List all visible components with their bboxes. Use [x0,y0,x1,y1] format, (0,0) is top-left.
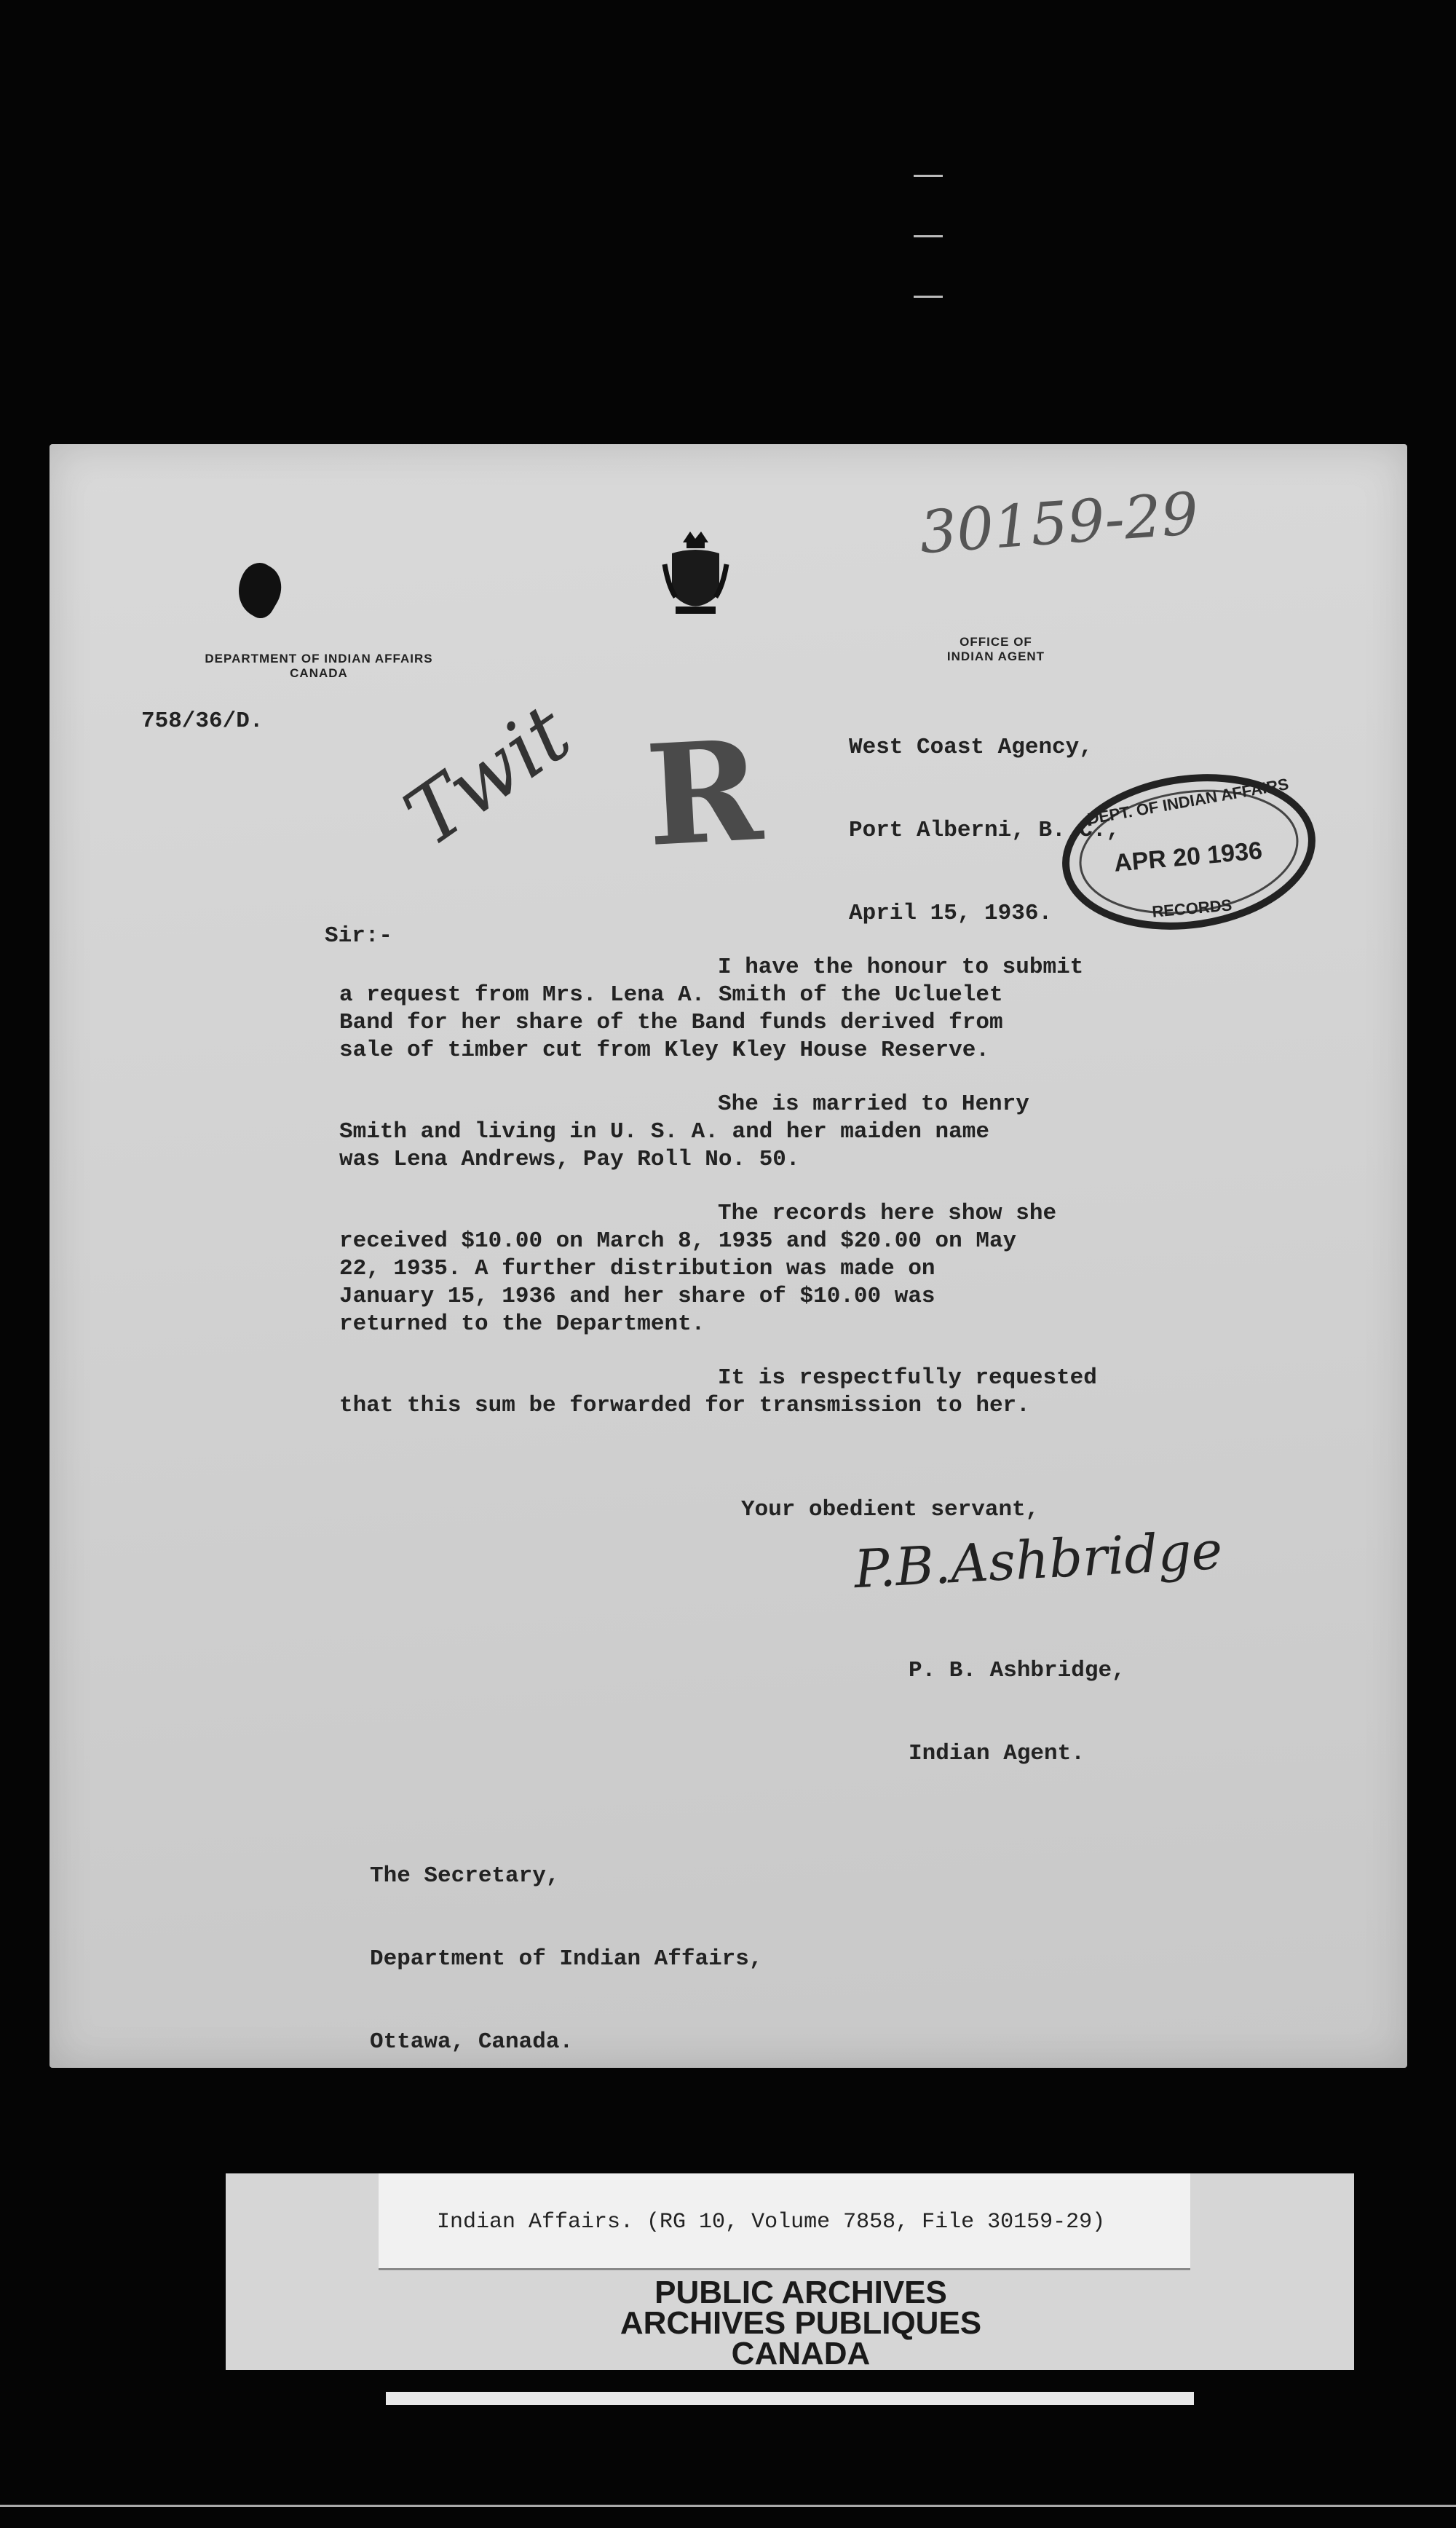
royal-crest-icon [661,528,730,619]
closing: Your obedient servant, [741,1497,1040,1522]
archive-reference: Indian Affairs. (RG 10, Volume 7858, File 30159-29) [437,2210,1106,2235]
signer-title: Indian Agent. [909,1741,1085,1766]
label-bottom-strip [386,2392,1194,2405]
archive-line-3: CANADA [731,2336,871,2371]
film-margin-ticks [914,175,943,356]
archive-line-2: ARCHIVES PUBLIQUES [620,2305,982,2341]
office-heading [909,635,1083,664]
salutation: Sir:- [325,923,393,949]
recipient-block [370,1807,763,2068]
recipient-line-1: The Secretary, [370,1863,560,1889]
recipient-line-3: Ottawa, Canada. [370,2029,574,2055]
address-line-1: West Coast Agency, [849,735,1093,760]
paragraph-3: The records here show she received $10.00 on March 8, 1935 and $20.00 on May 22, 1935. A further distribution was made on January 15, 1936 and her share of $10.00 was returned to the Department. [339,1201,1057,1337]
office-line-2: INDIAN AGENT [946,649,1045,663]
signature: P.B.Ashbridge [852,1519,1224,1600]
handwritten-file-number: 30159-29 [917,479,1201,567]
film-edge-line [0,2505,1456,2507]
signer-name: P. B. Ashbridge, [909,1658,1125,1683]
recipient-line-2: Department of Indian Affairs, [370,1946,763,1972]
letter-page [50,444,1407,2068]
stamp-date: APR 20 1936 [1112,837,1264,877]
office-line-1: OFFICE OF [960,635,1032,649]
reference-number: 758/36/D. [141,708,264,734]
dept-heading [130,652,508,681]
paragraph-2: She is married to Henry Smith and living in U. S. A. and her maiden name was Lena Andrews, Pay Roll No. 50. [339,1091,1029,1172]
stamp-top-text: DEPT. OF INDIAN AFFAIRS [1085,774,1290,829]
handwritten-scribble: Twit [388,686,587,865]
signer-block [909,1602,1125,1823]
received-date-stamp [1058,765,1320,939]
letter-date: April 15, 1936. [849,901,1053,926]
dept-name: DEPARTMENT OF INDIAN AFFAIRS [205,652,433,665]
archive-line-1: PUBLIC ARCHIVES [654,2275,947,2310]
registry-stamp-letter: R [642,709,766,877]
archive-name [510,2275,1092,2371]
stamp-bottom-text: RECORDS [1151,896,1233,921]
dept-country: CANADA [290,666,348,680]
paragraph-4: It is respectfully requested that this sum be forwarded for transmission to her. [339,1365,1097,1418]
paragraph-1: I have the honour to submit a request from Mrs. Lena A. Smith of the Ucluelet Band for her share of the Band funds derived from sale of timber cut from Kley Kley House Reserve. [339,955,1084,1063]
ink-blot [228,557,291,623]
letter-body [339,954,1300,1420]
address-line-2: Port Alberni, B. C., [849,818,1120,843]
